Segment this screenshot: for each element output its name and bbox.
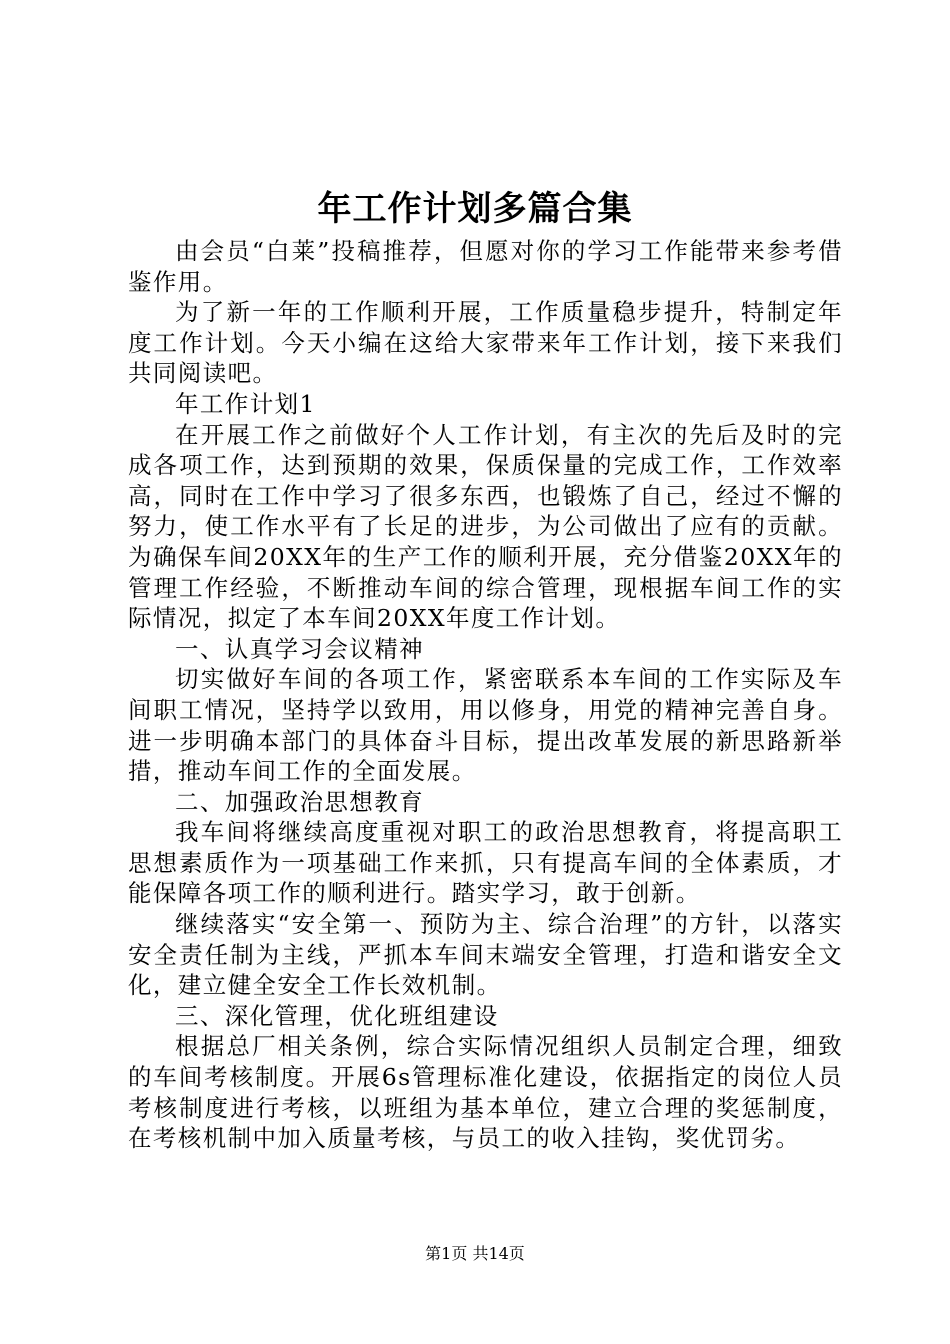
document-body xyxy=(128,236,843,1154)
preface-paragraph: 为了新一年的工作顺利开展，工作质量稳步提升，特制定年度工作计划。今天小编在这给大家带来年工作计划，接下来我们共同阅读吧。 xyxy=(128,298,843,388)
section-heading-2: 二、加强政治思想教育 xyxy=(175,787,424,816)
page-number-footer: 第1页 共14页 xyxy=(425,1244,525,1263)
body-paragraph: 在开展工作之前做好个人工作计划，有主次的先后及时的完成各项工作，达到预期的效果，保质保量的完成工作，工作效率高，同时在工作中学习了很多东西，也锻炼了自己，经过不懈的努力，使工作水平有了长足的进步，为公司做出了应有的贡献。为确保车间20XX年的生产工作的顺利开展，充分借鉴20XX年的管理工作经验，不断推动车间的综合管理，现根据车间工作的实际情况，拟定了本车间20XX年度工作计划。 xyxy=(128,420,843,633)
section-heading-1: 一、认真学习会议精神 xyxy=(175,634,424,663)
section-heading-plan-1: 年工作计划1 xyxy=(175,389,316,418)
body-paragraph: 继续落实“安全第一、预防为主、综合治理”的方针，以落实安全责任制为主线，严抓本车间末端安全管理，打造和谐安全文化，建立健全安全工作长效机制。 xyxy=(128,910,843,1000)
body-paragraph: 切实做好车间的各项工作，紧密联系本车间的工作实际及车间职工情况，坚持学以致用，用以修身，用党的精神完善自身。进一步明确本部门的具体奋斗目标，提出改革发展的新思路新举措，推动车间工作的全面发展。 xyxy=(128,665,843,786)
section-heading-3: 三、深化管理，优化班组建设 xyxy=(175,1001,499,1030)
intro-paragraph: 由会员“白莱”投稿推荐，但愿对你的学习工作能带来参考借鉴作用。 xyxy=(128,237,843,296)
body-paragraph: 我车间将继续高度重视对职工的政治思想教育，将提高职工思想素质作为一项基础工作来抓，只有提高车间的全体素质，才能保障各项工作的顺利进行。踏实学习，敢于创新。 xyxy=(128,818,843,908)
body-paragraph: 根据总厂相关条例，综合实际情况组织人员制定合理，细致的车间考核制度。开展6s管理标准化建设，依据指定的岗位人员考核制度进行考核，以班组为基本单位，建立合理的奖惩制度，在考核机制中加入质量考核，与员工的收入挂钩，奖优罚劣。 xyxy=(128,1032,843,1153)
document-title: 年工作计划多篇合集 xyxy=(317,189,633,229)
